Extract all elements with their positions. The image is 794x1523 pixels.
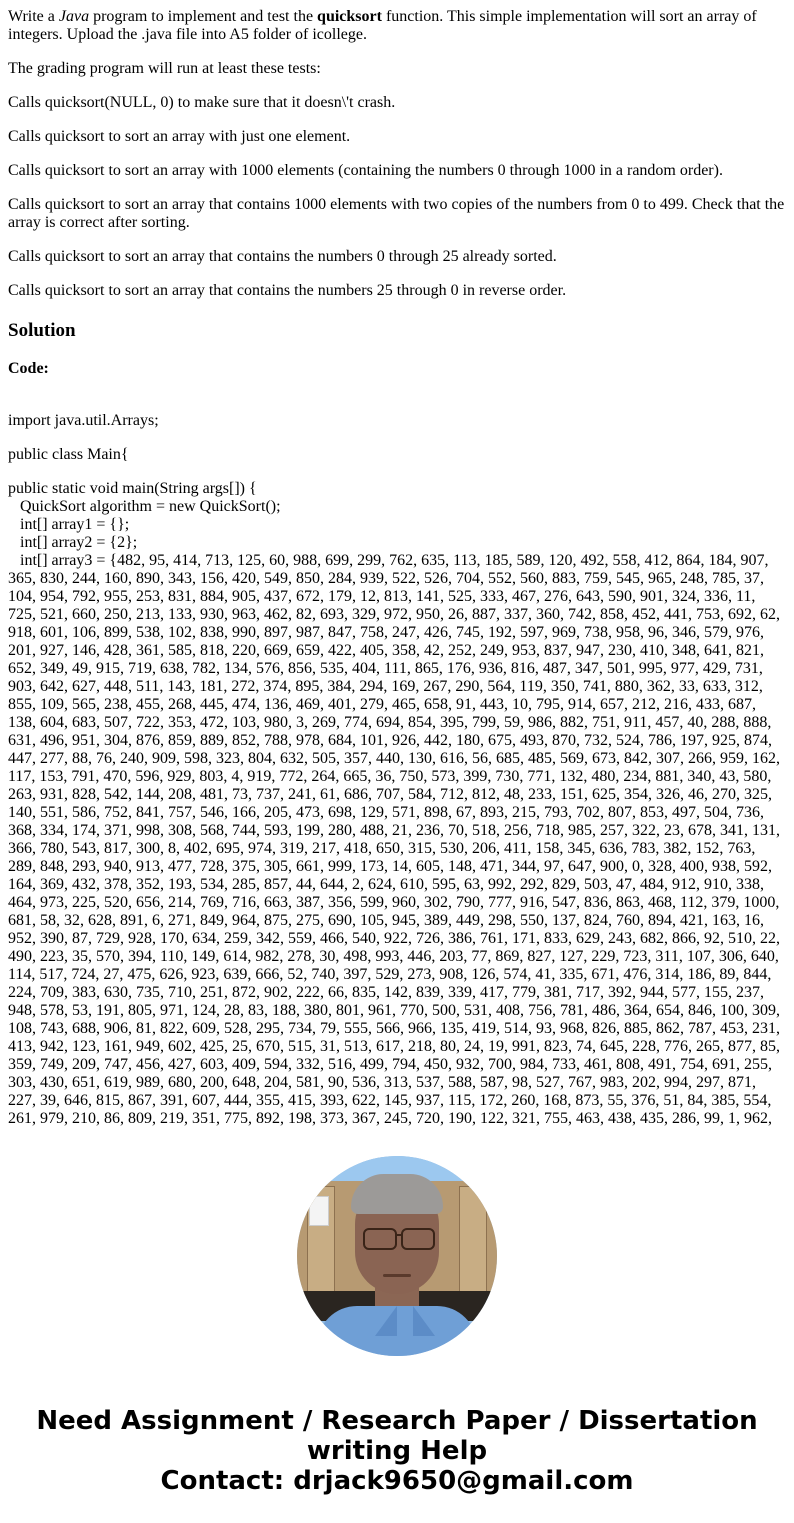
code-array2-line: int[] array2 = {2}; [20,534,138,551]
document-page [0,8,794,1496]
code-import-line: import java.util.Arrays; [8,412,159,429]
test-item: Calls quicksort to sort an array that contains the numbers 25 through 0 in reverse order. [8,282,567,299]
expert-avatar [297,1156,497,1356]
code-algorithm-line: QuickSort algorithm = new QuickSort(); [20,498,281,515]
avatar-collar [413,1306,451,1336]
expert-avatar-container [8,1156,786,1356]
code-block [8,412,786,1128]
contact-email: Contact: drjack9650@gmail.com [160,1466,634,1496]
help-banner-line: Need Assignment / Research Paper / Dissertation writing Help [36,1406,758,1466]
code-main-line: public static void main(String args[]) { [8,480,257,497]
avatar-shirt [317,1306,477,1356]
test-item: Calls quicksort to sort an array with just one element. [8,128,351,145]
code-label: Code: [8,360,49,377]
test-item: Calls quicksort to sort an array with 1000 elements (containing the numbers 0 through 1000 in a random order). [8,162,723,179]
intro-middle: program to implement and test the [89,8,318,25]
intro-suffix: function. This simple implementation will sort an array of integers. Upload the .java file into A5 folder of icollege. [8,8,757,43]
code-blank-line [8,430,786,446]
solution-heading: Solution [8,320,76,341]
code-array1-line: int[] array1 = {}; [20,516,130,533]
code-blank-line [8,464,786,480]
avatar-collar [359,1306,397,1336]
avatar-glasses-bridge [395,1234,403,1236]
code-array3-text: int[] array3 = {482, 95, 414, 713, 125, 60, 988, 699, 299, 762, 635, 113, 185, 589, 120, 492, 558, 412, 864, 184, 907, 365, 830, 244, 160, 890, 343, 156, 420, 549, 850, 284, 939, 522, 526, 704, 552, 560, 883, 759, 545, 965, 248, 785, 37, 104, 954, 792, 955, 253, 831, 884, 905, 437, 672, 179, 12, 813, 141, 525, 333, 467, 276, 643, 590, 901, 324, 336, 11, 725, 521, 660, 250, 213, 133, 930, 963, 462, 82, 693, 329, 972, 950, 26, 887, 337, 360, 742, 858, 452, 441, 753, 692, 62, 918, 601, 106, 899, 538, 102, 838, 990, 897, 987, 847, 758, 247, 426, 745, 192, 597, 969, 738, 958, 96, 346, 579, 976, 201, 927, 146, 428, 361, 585, 818, 220, 669, 659, 422, 405, 358, 42, 252, 249, 953, 837, 947, 230, 410, 348, 641, 821, 652, 349, 49, 915, 719, 638, 782, 134, 576, 856, 535, 404, 111, 865, 176, 936, 816, 487, 347, 501, 995, 977, 429, 731, 903, 642, 627, 448, 511, 143, 181, 272, 374, 895, 384, 294, 169, 267, 290, 564, 119, 350, 741, 880, 362, 33, 633, 312, 855, 109, 565, 238, 455, 268, 445, 474, 136, 469, 401, 279, 465, 658, 91, 443, 10, 795, 914, 657, 212, 216, 433, 687, 138, 604, 683, 507, 722, 353, 472, 103, 980, 3, 269, 774, 694, 854, 395, 799, 59, 986, 882, 751, 911, 457, 40, 288, 888, 631, 496, 951, 304, 876, 859, 889, 852, 788, 978, 684, 101, 926, 442, 180, 675, 493, 870, 732, 524, 786, 197, 925, 874, 447, 277, 88, 76, 240, 909, 598, 323, 804, 632, 505, 357, 440, 130, 616, 56, 685, 485, 569, 673, 842, 307, 266, 959, 162, 117, 153, 791, 470, 596, 929, 803, 4, 919, 772, 264, 665, 36, 750, 573, 399, 730, 771, 132, 480, 234, 881, 340, 43, 580, 263, 931, 828, 542, 144, 208, 481, 73, 737, 241, 61, 686, 707, 584, 712, 812, 48, 233, 151, 625, 354, 326, 46, 270, 325, 140, 551, 586, 752, 841, 757, 546, 166, 205, 473, 698, 129, 571, 898, 67, 893, 215, 793, 702, 807, 853, 497, 504, 736, 368, 334, 174, 371, 998, 308, 568, 744, 593, 199, 280, 488, 21, 236, 70, 518, 256, 718, 985, 257, 322, 23, 678, 341, 131, 366, 780, 543, 817, 300, 8, 402, 695, 974, 319, 217, 418, 650, 315, 530, 206, 411, 158, 345, 636, 783, 382, 152, 763, 289, 848, 293, 940, 913, 477, 728, 375, 305, 661, 999, 173, 14, 605, 148, 471, 344, 97, 647, 900, 0, 328, 400, 938, 592, 164, 369, 432, 378, 352, 193, 534, 285, 857, 44, 644, 2, 624, 610, 595, 63, 992, 292, 829, 503, 47, 484, 912, 910, 338, 464, 973, 225, 520, 656, 214, 769, 716, 663, 387, 356, 599, 960, 302, 790, 777, 916, 547, 836, 863, 468, 112, 379, 1000, 681, 58, 32, 628, 891, 6, 271, 849, 964, 875, 275, 690, 105, 945, 389, 449, 298, 550, 137, 824, 760, 894, 421, 163, 16, 952, 390, 87, 729, 928, 170, 634, 259, 342, 559, 466, 540, 922, 726, 386, 761, 171, 833, 629, 243, 682, 866, 92, 510, 22, 490, 223, 35, 570, 394, 110, 149, 614, 982, 278, 30, 498, 993, 446, 203, 77, 869, 827, 127, 229, 723, 311, 107, 306, 640, 114, 517, 724, 27, 475, 626, 923, 639, 666, 52, 740, 397, 529, 273, 908, 126, 574, 41, 335, 671, 476, 314, 186, 89, 844, 224, 709, 383, 630, 735, 710, 251, 872, 902, 222, 66, 835, 142, 839, 339, 417, 779, 381, 717, 392, 944, 577, 155, 237, 948, 578, 53, 191, 805, 971, 124, 28, 83, 188, 380, 801, 961, 770, 500, 531, 408, 756, 781, 486, 364, 654, 846, 100, 309, 108, 743, 688, 906, 81, 822, 609, 528, 295, 734, 79, 555, 566, 966, 135, 419, 514, 93, 968, 826, 885, 862, 787, 453, 231, 413, 942, 123, 161, 949, 602, 425, 25, 670, 515, 31, 513, 617, 218, 80, 24, 19, 991, 823, 74, 645, 228, 776, 265, 877, 85, 359, 749, 209, 747, 456, 427, 603, 409, 594, 332, 516, 499, 794, 450, 932, 700, 984, 733, 461, 808, 491, 754, 691, 255, 303, 430, 651, 619, 989, 680, 200, 648, 204, 581, 90, 536, 313, 537, 588, 587, 98, 527, 767, 983, 202, 994, 297, 871, 227, 39, 646, 815, 867, 391, 607, 444, 355, 415, 393, 622, 145, 937, 115, 172, 260, 168, 873, 55, 376, 51, 84, 385, 554, 261, 979, 210, 86, 809, 219, 351, 775, 892, 198, 373, 367, 245, 720, 190, 122, 321, 755, 463, 438, 435, 286, 99, 1, 962, [8,552,784,1127]
avatar-glasses [401,1228,435,1250]
code-array3-line [8,552,786,1128]
avatar-wall-panel [459,1186,487,1293]
tests-heading: The grading program will run at least these tests: [8,60,321,77]
avatar-hair [351,1174,443,1214]
question-intro [8,8,786,44]
test-item: Calls quicksort to sort an array that contains 1000 elements with two copies of the numbers from 0 to 499. Check that the array is correct after sorting. [8,196,785,231]
intro-prefix: Write a [8,8,59,25]
avatar-glasses [363,1228,397,1250]
avatar-switchboard [309,1196,329,1226]
test-item: Calls quicksort to sort an array that contains the numbers 0 through 25 already sorted. [8,248,557,265]
code-class-line: public class Main{ [8,446,129,463]
test-item: Calls quicksort(NULL, 0) to make sure that it doesn\'t crash. [8,94,396,111]
intro-function-name: quicksort [317,8,382,25]
avatar-mouth [383,1274,411,1277]
help-banner [8,1406,786,1496]
intro-language: Java [58,8,90,25]
